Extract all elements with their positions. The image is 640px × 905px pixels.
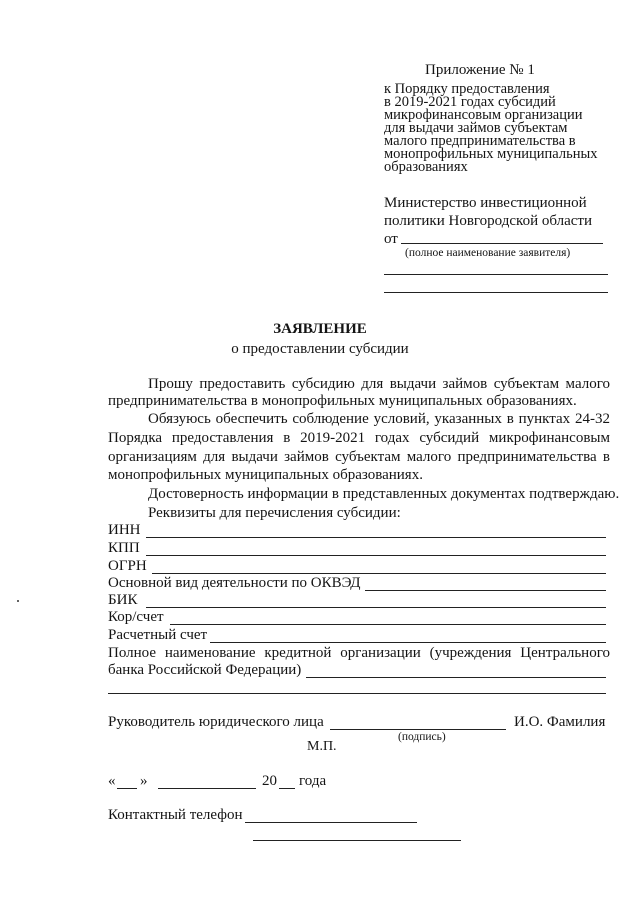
inn-field[interactable]	[146, 537, 606, 538]
month-field[interactable]	[158, 788, 256, 789]
paragraph-line: Достоверность информации в представленных документах подтверждаю.	[148, 486, 620, 502]
bik-label: БИК	[108, 592, 138, 608]
bank-label-line: Полное наименование кредитной организации (учреждения Центрального	[108, 645, 610, 661]
paragraph-line: организациям для выдачи займов субъектам малого предпринимательства в	[108, 449, 610, 465]
account-label: Расчетный счет	[108, 627, 208, 643]
korr-field[interactable]	[170, 624, 606, 625]
appendix-line: малого предпринимательства в	[384, 133, 576, 149]
from-label: от	[384, 231, 398, 247]
bank-label-line: банка Российской Федерации)	[108, 662, 302, 678]
signature-field[interactable]	[330, 729, 506, 730]
korr-label: Кор/счет	[108, 609, 164, 625]
appendix-line: к Порядку предоставления	[384, 81, 550, 97]
document-subtitle: о предоставлении субсидии	[231, 341, 409, 357]
year-field[interactable]	[279, 788, 295, 789]
paragraph-line: Порядка предоставления в 2019-2021 годах субсидий микрофинансовым	[108, 430, 610, 446]
appendix-line: в 2019-2021 годах субсидий	[384, 94, 556, 110]
okved-field[interactable]	[365, 590, 606, 591]
date-quote-open: «	[108, 773, 116, 789]
bank-field-2[interactable]	[108, 693, 606, 694]
signature-hint: (подпись)	[398, 731, 446, 743]
paragraph-line: Прошу предоставить субсидию для выдачи займов субъектам малого	[148, 376, 610, 392]
date-quote-close: »	[140, 773, 148, 789]
addressee-line: Министерство инвестиционной	[384, 195, 587, 211]
year-suffix: года	[299, 773, 327, 789]
paragraph-line: Реквизиты для перечисления субсидии:	[148, 505, 401, 521]
paragraph-line: монопрофильных муниципальных образованиях.	[108, 467, 423, 483]
head-label: Руководитель юридического лица	[108, 714, 324, 730]
appendix-title: Приложение № 1	[425, 62, 535, 78]
appendix-line: монопрофильных муниципальных	[384, 146, 598, 162]
phone-field-2[interactable]	[253, 840, 461, 841]
okved-label: Основной вид деятельности по ОКВЭД	[108, 575, 361, 591]
paragraph-line: Обязуюсь обеспечить соблюдение условий, указанных в пунктах 24-32	[148, 411, 610, 427]
bik-field[interactable]	[146, 607, 606, 608]
scan-speck	[17, 600, 19, 602]
applicant-name-hint: (полное наименование заявителя)	[405, 247, 571, 259]
day-field[interactable]	[117, 788, 137, 789]
stamp-label: М.П.	[307, 739, 337, 754]
applicant-name-field-3[interactable]	[384, 292, 608, 293]
bank-field[interactable]	[306, 677, 606, 678]
appendix-line: для выдачи займов субъектам	[384, 120, 568, 136]
kpp-label: КПП	[108, 540, 140, 556]
applicant-name-field[interactable]	[401, 243, 603, 244]
addressee-line: политики Новгородской области	[384, 213, 592, 229]
ogrn-field[interactable]	[152, 573, 606, 574]
phone-field[interactable]	[245, 822, 417, 823]
document-title: ЗАЯВЛЕНИЕ	[273, 321, 367, 337]
appendix-line: микрофинансовым организации	[384, 107, 583, 123]
year-prefix: 20	[262, 773, 277, 789]
kpp-field[interactable]	[146, 555, 606, 556]
ogrn-label: ОГРН	[108, 558, 147, 574]
appendix-line: образованиях	[384, 159, 468, 175]
applicant-name-field-2[interactable]	[384, 274, 608, 275]
appendix-reference	[384, 83, 597, 174]
phone-label: Контактный телефон	[108, 807, 243, 823]
account-field[interactable]	[210, 642, 606, 643]
name-placeholder: И.О. Фамилия	[514, 714, 606, 730]
inn-label: ИНН	[108, 522, 141, 538]
paragraph-line: предпринимательства в монопрофильных муниципальных образованиях.	[108, 393, 577, 409]
